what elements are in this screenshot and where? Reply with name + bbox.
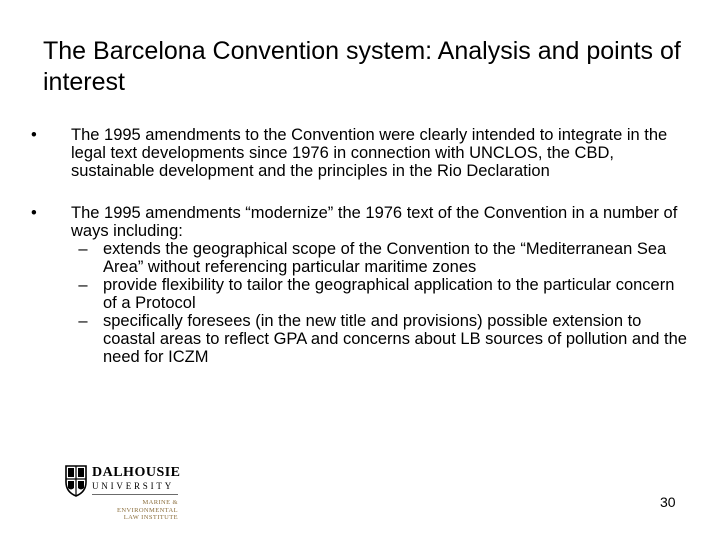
sub-bullet-item [71,312,691,366]
bullet-text: The 1995 amendments to the Convention were clearly intended to integrate in the legal text developments since 1976 in connection with UNCLOS, the CBD, sustainable development and the principles in the Rio Declaration [71,126,668,180]
sub-bullet-item [71,240,691,276]
bullet-text: The 1995 amendments “modernize” the 1976 text of the Convention in a number of ways including: [71,204,678,240]
sub-bullet-text: provide flexibility to tailor the geographical application to the particular concern of a Protocol [103,276,675,312]
university-crest-icon [64,464,88,498]
bullet-list [31,126,691,366]
bullet-item [31,204,691,366]
sub-bullet-marker: – [78,276,88,294]
page-number: 30 [660,494,676,510]
sub-bullet-text: specifically foresees (in the new title and provisions) possible extension to coastal areas to reflect GPA and concerns about LB sources of pollution and the need for ICZM [103,312,687,366]
logo-institute-name [68,499,178,522]
logo-institute-line: ENVIRONMENTAL [116,506,178,514]
logo-university-name: DALHOUSIE [92,465,181,480]
sub-bullet-text: extends the geographical scope of the Convention to the “Mediterranean Sea Area” without referencing particular maritime zones [103,240,667,276]
dalhousie-logo [64,464,184,522]
slide-title: The Barcelona Convention system: Analysis and points of interest [43,37,681,96]
sub-bullet-item [71,276,691,312]
bullet-marker: • [31,204,37,222]
sub-bullet-marker: – [78,312,88,330]
bullet-item [31,126,691,180]
logo-university-subname: UNIVERSITY [92,481,174,491]
logo-institute-line: LAW INSTITUTE [123,514,178,521]
logo-divider [92,494,178,495]
bullet-marker: • [31,126,37,144]
logo-institute-line: MARINE & [142,499,178,506]
sub-bullet-marker: – [78,240,88,258]
sub-bullet-list [71,240,691,366]
